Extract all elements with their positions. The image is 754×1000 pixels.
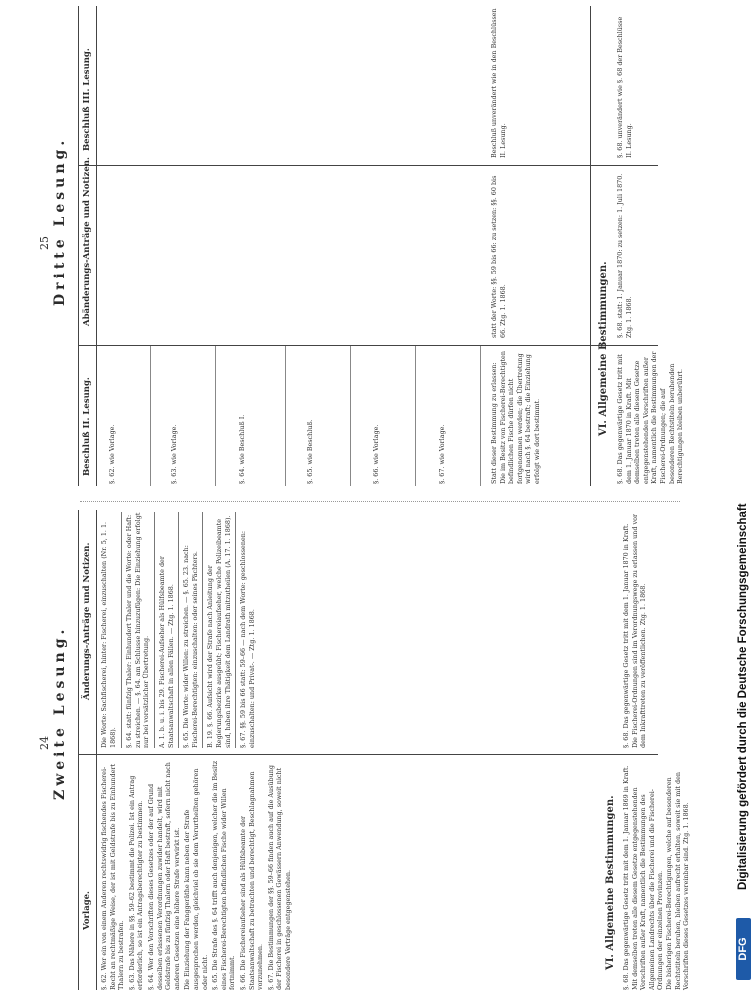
paragraph: §. 68. Das gegenwärtige Gesetz tritt mit dem 1. Januar 1869 in Kraft. Mit demselben treten alle diesem Gesetze entgegenstehenden Vorschriften außer Kraft, namentlich die Bestimmungen des Allgemeinen Landrechts über die Fischerei und die Fischerei-Ordnungen der einzelnen Provinzen. (622, 765, 665, 990)
cell-text: §. 65. wie Beschluß. (306, 419, 314, 484)
beschluss-iii-entry (490, 8, 507, 158)
page-number: 24 (38, 736, 51, 750)
cell-text: §. 62. wie Vorlage. (108, 424, 116, 484)
section-notes (622, 512, 648, 748)
header-rule-top (78, 6, 79, 486)
cell-text: §. 64. wie Beschluß I. (238, 414, 246, 484)
note-entry: B. 19. §. 66. Aufsicht wird der Strafe nach Anleitung der Regierungsbezirke ausgeübt; Fischereiaufseher, welche Polizeibeamte sind, haben ihre Thätigkeit dem Landrath mitzutheilen (A. 17. 1. 1868). (203, 512, 236, 748)
cell-text: §. 67. wie Vorlage. (438, 424, 446, 484)
paragraph: Die Einziehung der Fanggeräthe kann neben der Strafe ausgesprochen werden, gleichviel ob sie dem Verurtheilten gehören oder nicht. (183, 768, 209, 990)
cell-text: Statt dieser Bestimmung zu erlassen: Die im Besitz von Fischerei-Berechtigten befindlichen Fische dürfen nicht fortgenommen werden; die Übertretung wird nach §. 64 bestraft; die Einziehung erfolgt wie dort bestimmt. (490, 351, 541, 484)
beschluss-ii-row (170, 350, 179, 484)
left-page (0, 504, 754, 1000)
row-rule (285, 346, 286, 486)
paragraph: §. 64. Wer den Vorschriften dieses Gesetzes oder der auf Grund desselben erlassenen Verordnungen zuwider handelt, wird mit Geldstrafe bis zu fünfzig Thalern oder Haft bestraft, sofern nicht nach anderen Gesetzen eine höhere Strafe verwirkt ist. (146, 762, 181, 990)
page-title: Zweite Lesung. (52, 625, 68, 800)
section-col3 (616, 8, 633, 158)
column-header-beschluss-ii: Beschluß II. Lesung. (82, 377, 92, 476)
note-entry: §. 67. §§. 59 bis 66 statt: 59–66 — nach dem Worte: geschlossenen: einzuschalten: und Privat-. — Ztg. 1. 1868. (239, 530, 256, 748)
section-body (622, 760, 691, 990)
beschluss-ii-row (372, 350, 381, 484)
page-spine (80, 500, 680, 502)
beschluss-ii-row (108, 350, 117, 484)
section-col2 (616, 170, 633, 338)
note-entry: §. 64. statt: fünfzig Thaler: Einhundert Thaler und die Worte: oder Haft: zu streichen. — §. 64. am Schlusse hinzuzufügen: Die Einziehung erfolgt nur bei vorsätzlicher Übertretung. (122, 512, 155, 748)
paragraph: §. 63. Das Nähere in §§. 59–62 bestimmt die Polizei. Ist ein Antrag erforderlich, so ist ein Antragsberechtigter zu bestimmen. (127, 775, 145, 990)
dfg-credit-bar (734, 0, 754, 1000)
note-entry: Die Worte: Sachfischerei, hinter: Fischerei, einzuschalten (Nr. 5, 1. 1. 1868). (100, 512, 122, 748)
right-page (0, 0, 754, 496)
column-divider-2 (78, 165, 658, 166)
beschluss-ii-row (306, 350, 315, 484)
header-rule-bottom (96, 6, 97, 486)
section-col1 (616, 350, 685, 484)
column-header-vorlage: Vorlage. (82, 890, 92, 930)
row-rule (215, 346, 216, 486)
header-rule-top (78, 510, 79, 990)
paragraph: §. 66. Die Fischereiaufseher sind als Hülfsbeamte der Staatsanwaltschaft zu betrachten und berechtigt, Beschlagnahmen vorzunehmen. (238, 771, 265, 990)
row-rule (350, 346, 351, 486)
cell-text: statt der Worte: §§. 59 bis 66: zu setzen: §§. 60 bis 66. Ztg. 1. 1868. (490, 175, 507, 338)
page-number: 25 (38, 236, 51, 250)
column-header-notes: Abänderungs-Anträge und Notizen. (82, 157, 92, 326)
column-header-notes: Änderungs-Anträge und Notizen. (82, 542, 92, 700)
row-rule (480, 346, 481, 486)
cell-text: §. 68. statt: 1. Januar 1870: zu setzen: 1. Juli 1870. Ztg. 1. 1868. (616, 173, 633, 338)
cell-text: Beschluß unverändert wie in den Beschlüssen II. Lesung. (490, 8, 507, 158)
paragraph: §. 67. Die Bestimmungen der §§. 59–66 finden auch auf die Ausübung der Fischerei in geschlossenen Gewässern Anwendung, soweit nicht besondere Verträge entgegenstehen. (266, 765, 292, 990)
cell-text: §. 68. Das gegenwärtige Gesetz tritt mit dem 1. Januar 1870 in Kraft. Mit demselben treten alle diesem Gesetze entgegenstehenden Vorschriften außer Kraft, namentlich die Bestimmungen der Fischerei-Ordnungen; die auf besonderen Rechtstiteln beruhenden Berechtigungen bleiben unberührt. (616, 351, 685, 484)
vorlage-column (100, 760, 294, 990)
beschluss-ii-row (238, 350, 247, 484)
additional-text (490, 350, 542, 484)
note-entry: A. 1. b. u. i. bis 29. Fischerei-Aufseher als Hülfsbeamte der Staatsanwaltschaft in allen Fällen. — Ztg. 1. 1868. (155, 512, 179, 748)
section-rule (590, 6, 591, 486)
cell-text: §. 68. unverändert wie §. 68 der Beschlüsse II. Lesung. (616, 16, 633, 158)
paragraph: §. 65. Die Strafe des §. 64 trifft auch denjenigen, welcher die im Besitz eines Fischerei-Berechtigten befindlichen Fische wider Willen fortnimmt. (211, 760, 237, 990)
notes-column (100, 512, 256, 748)
header-rule-bottom (96, 510, 97, 990)
dfg-logo: DFG (736, 918, 751, 980)
notes-entry (490, 170, 507, 338)
row-rule (150, 346, 151, 486)
dfg-credit-text: Digitalisierung gefördert durch die Deutsche Forschungsgemeinschaft (737, 503, 749, 890)
cell-text: §. 63. wie Vorlage. (170, 424, 178, 484)
section-title: VI. Allgemeine Bestimmungen. (605, 795, 616, 970)
paragraph: §. 62. Wer ein von einem Anderen rechtswidrig fischendes Fischerei-Recht an rechtmäßige Weise, der ist mit Geldstrafe bis zu Einhundert Thalern zu bestrafen. (100, 763, 126, 990)
page-title: Dritte Lesung. (52, 136, 68, 306)
note-entry: §. 65. Die Worte: wider Willen: zu streichen. — §. 65. 23. nach: Fischerei-Berechtigten: einzuschalten: oder seines Pächters. (179, 512, 203, 748)
cell-text: §. 66. wie Vorlage. (372, 424, 380, 484)
paragraph: §. 68. Das gegenwärtige Gesetz tritt mit dem 1. Januar 1870 in Kraft. Die Fischerei-Ordnungen sind im Verordnungswege zu erlassen und vor dem Inkrafttreten zu veröffentlichen. Ztg. 1. 1868. (622, 514, 648, 748)
row-rule (415, 346, 416, 486)
column-divider (78, 754, 658, 755)
paragraph: Die bisherigen Fischerei-Berechtigungen, welche auf besonderen Rechtstiteln beruhen, bleiben aufrecht erhalten, soweit sie mit den Vorschriften dieses Gesetzes vereinbar sind. Ztg. 1. 1868. (664, 772, 691, 990)
beschluss-ii-row (438, 350, 447, 484)
column-header-beschluss-iii: Beschluß III. Lesung. (82, 48, 92, 151)
section-title: VI. Allgemeine Bestimmungen. (598, 261, 609, 436)
column-divider-1 (78, 345, 658, 346)
